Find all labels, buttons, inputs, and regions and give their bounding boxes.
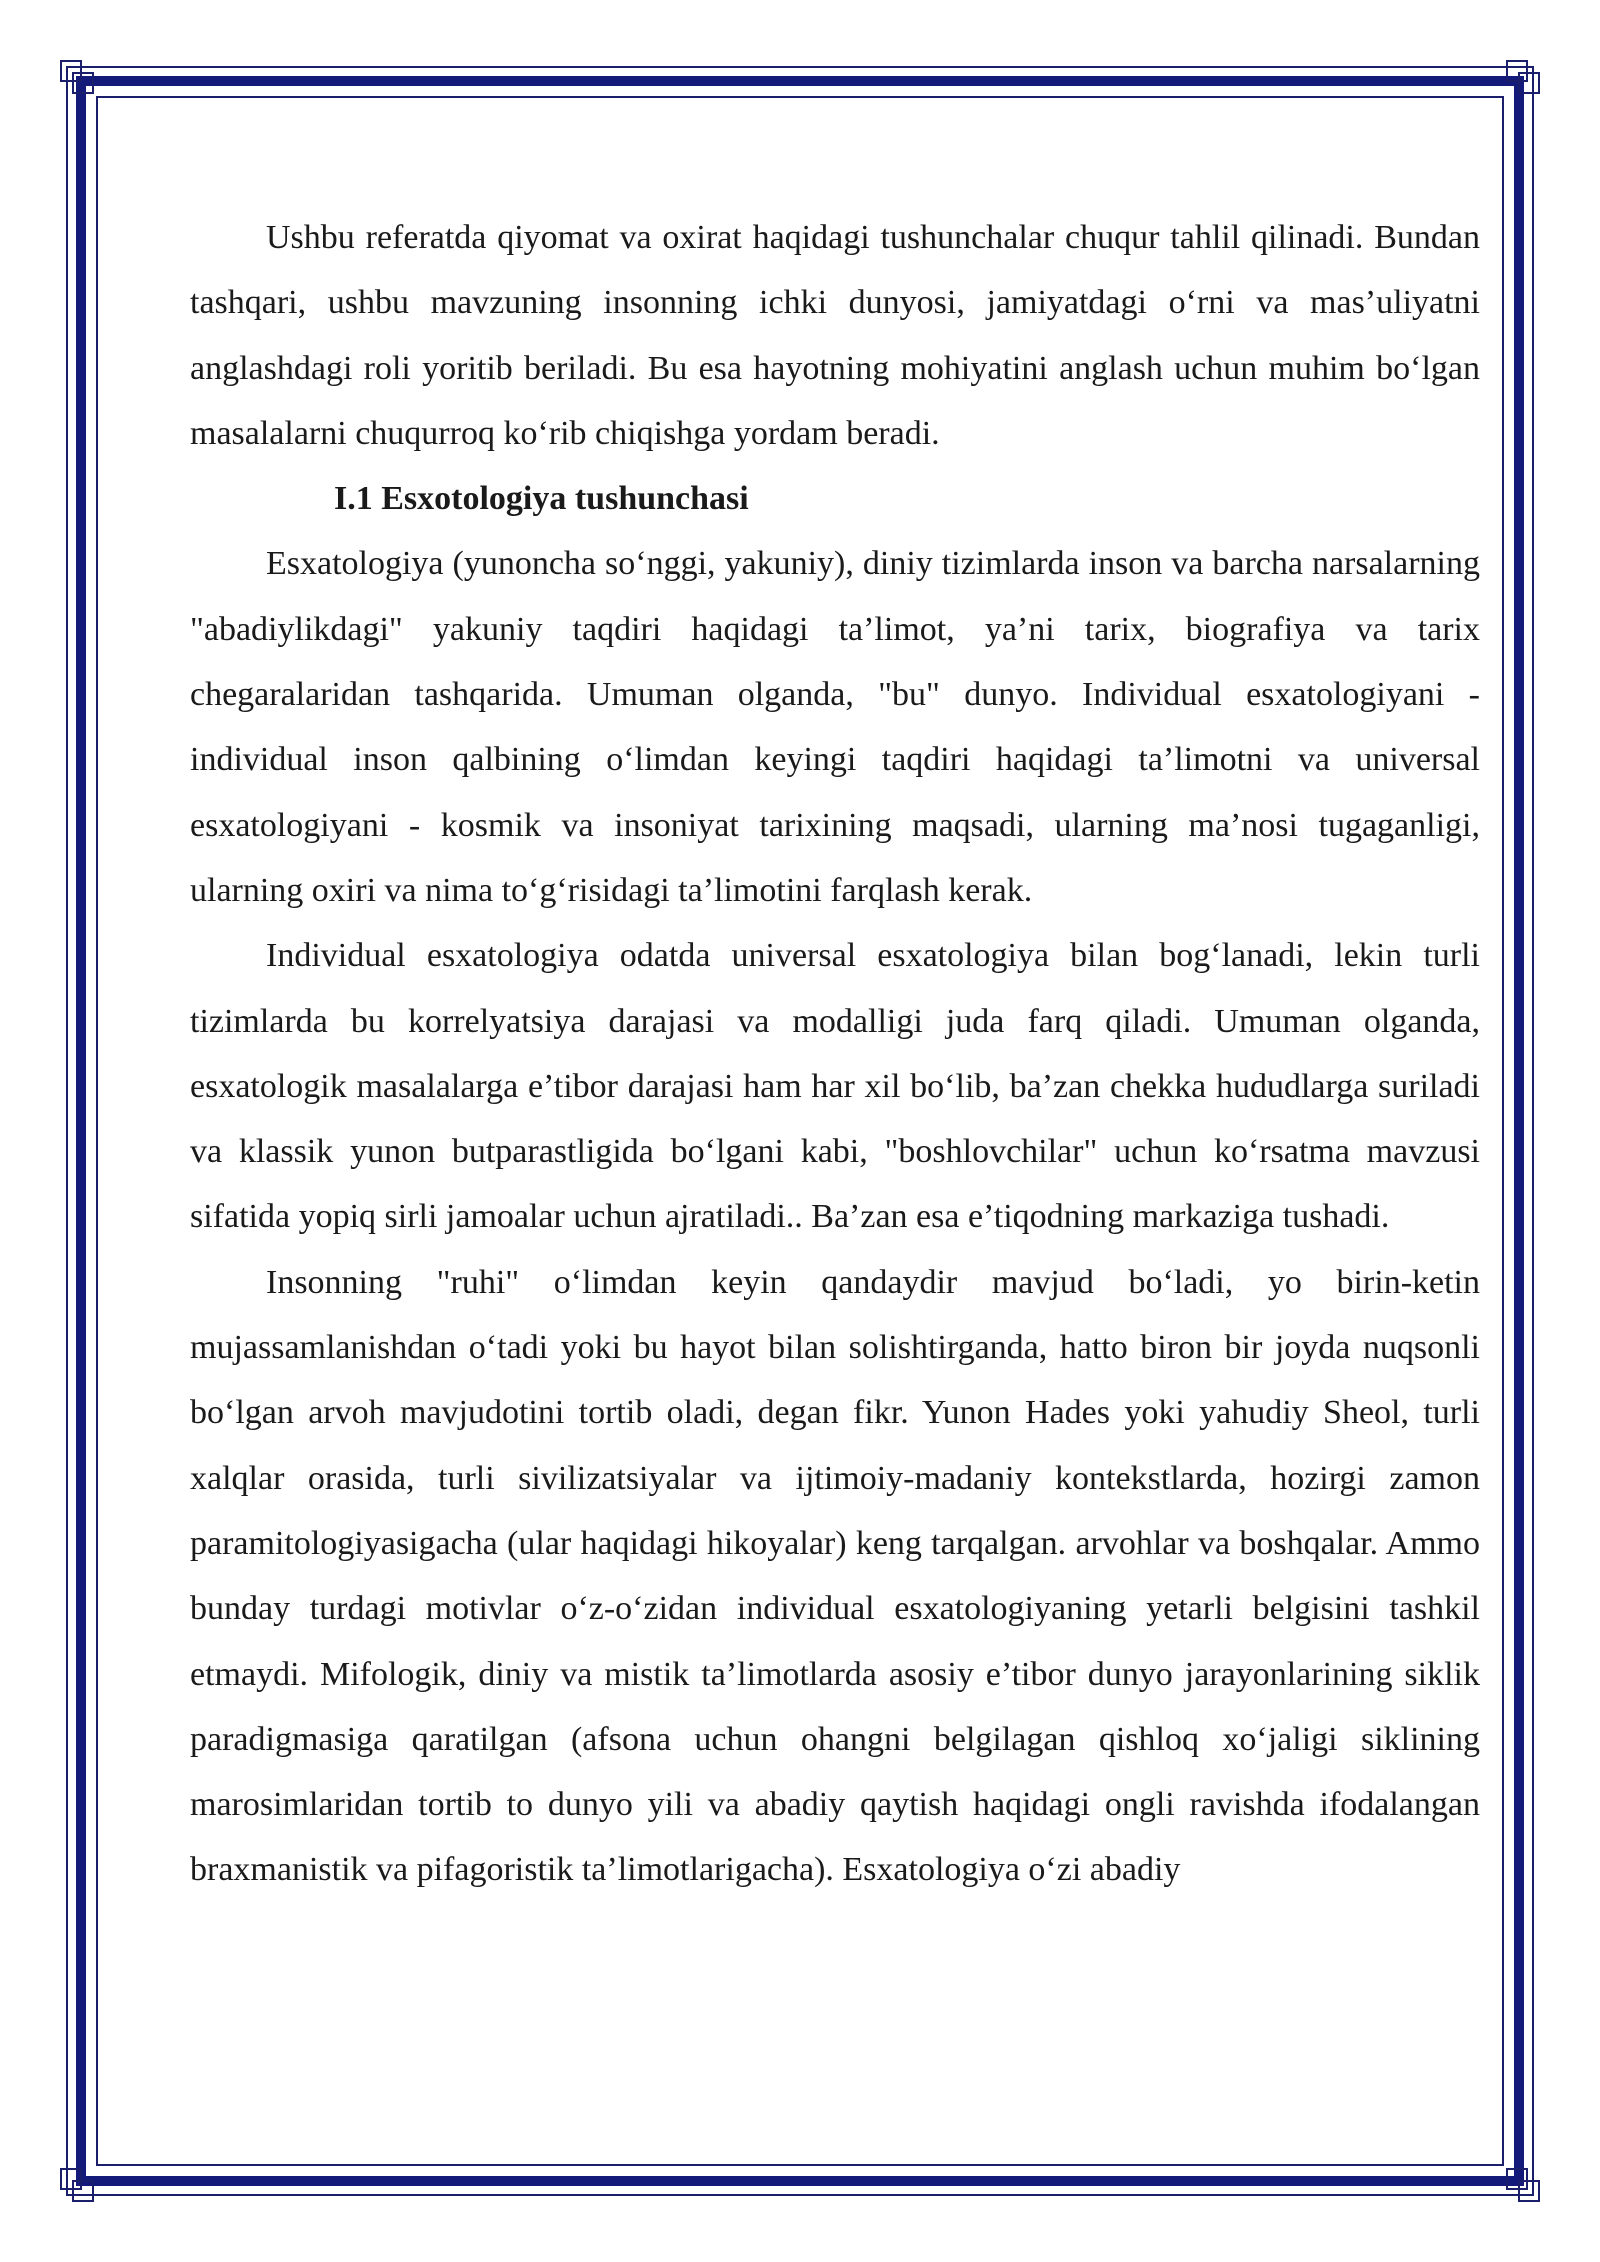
corner-ornament-top-left <box>60 60 94 94</box>
corner-ornament-bottom-right <box>1506 2168 1540 2202</box>
corner-ornament-top-right <box>1506 60 1540 94</box>
document-body <box>190 205 1480 1903</box>
section-heading: I.1 Esxotologiya tushunchasi <box>334 480 749 518</box>
corner-ornament-bottom-left <box>60 2168 94 2202</box>
body-paragraph-2: Individual esxatologiya odatda universal esxatologiya bilan bog‘lanadi, lekin turli tizimlarda bu korrelyatsiya darajasi va modalligi juda farq qiladi. Umuman olganda, esxatologik masalalarga e’tibor darajasi ham har xil bo‘lib, ba’zan chekka hududlarga suriladi va klassik yunon butparastligida bo‘lgani kabi, "boshlovchilar" uchun ko‘rsatma mavzusi sifatida yopiq sirli jamoalar uchun ajratiladi.. Ba’zan esa e’tiqodning markaziga tushadi. <box>190 937 1480 1236</box>
body-paragraph-3: Insonning "ruhi" o‘limdan keyin qandaydir mavjud bo‘ladi, yo birin-ketin mujassamlanishdan o‘tadi yoki bu hayot bilan solishtirganda, hatto biron bir joyda nuqsonli bo‘lgan arvoh mavjudotini tortib oladi, degan fikr. Yunon Hades yoki yahudiy Sheol, turli xalqlar orasida, turli sivilizatsiyalar va ijtimoiy-madaniy kontekstlarda, hozirgi zamon paramitologiyasigacha (ular haqidagi hikoyalar) keng tarqalgan. arvohlar va boshqalar. Ammo bunday turdagi motivlar o‘z-o‘zidan individual esxatologiyaning yetarli belgisini tashkil etmaydi. Mifologik, diniy va mistik ta’limotlarda asosiy e’tibor dunyo jarayonlarining siklik paradigmasiga qaratilgan (afsona uchun ohangni belgilagan qishloq xo‘jaligi siklining marosimlaridan tortib to dunyo yili va abadiy qaytish haqidagi ongli ravishda ifodalangan braxmanistik va pifagoristik ta’limotlarigacha). Esxatologiya o‘zi abadiy <box>190 1263 1480 1889</box>
intro-paragraph: Ushbu referatda qiyomat va oxirat haqidagi tushunchalar chuqur tahlil qilinadi. Bundan tashqari, ushbu mavzuning insonning ichki dunyosi, jamiyatdagi o‘rni va mas’uliyatni anglashdagi roli yoritib beriladi. Bu esa hayotning mohiyatini anglash uchun muhim bo‘lgan masalalarni chuqurroq ko‘rib chiqishga yordam beradi. <box>190 219 1480 452</box>
body-paragraph-1: Esxatologiya (yunoncha so‘nggi, yakuniy), diniy tizimlarda inson va barcha narsalarning "abadiylikdagi" yakuniy taqdiri haqidagi ta’limot, ya’ni tarix, biografiya va tarix chegaralaridan tashqarida. Umuman olganda, "bu" dunyo. Individual esxatologiyani - individual inson qalbining o‘limdan keyingi taqdiri haqidagi ta’limotni va universal esxatologiyani - kosmik va insoniyat tarixining maqsadi, ularning ma’nosi tugaganligi, ularning oxiri va nima to‘g‘risidagi ta’limotini farqlash kerak. <box>190 545 1480 909</box>
